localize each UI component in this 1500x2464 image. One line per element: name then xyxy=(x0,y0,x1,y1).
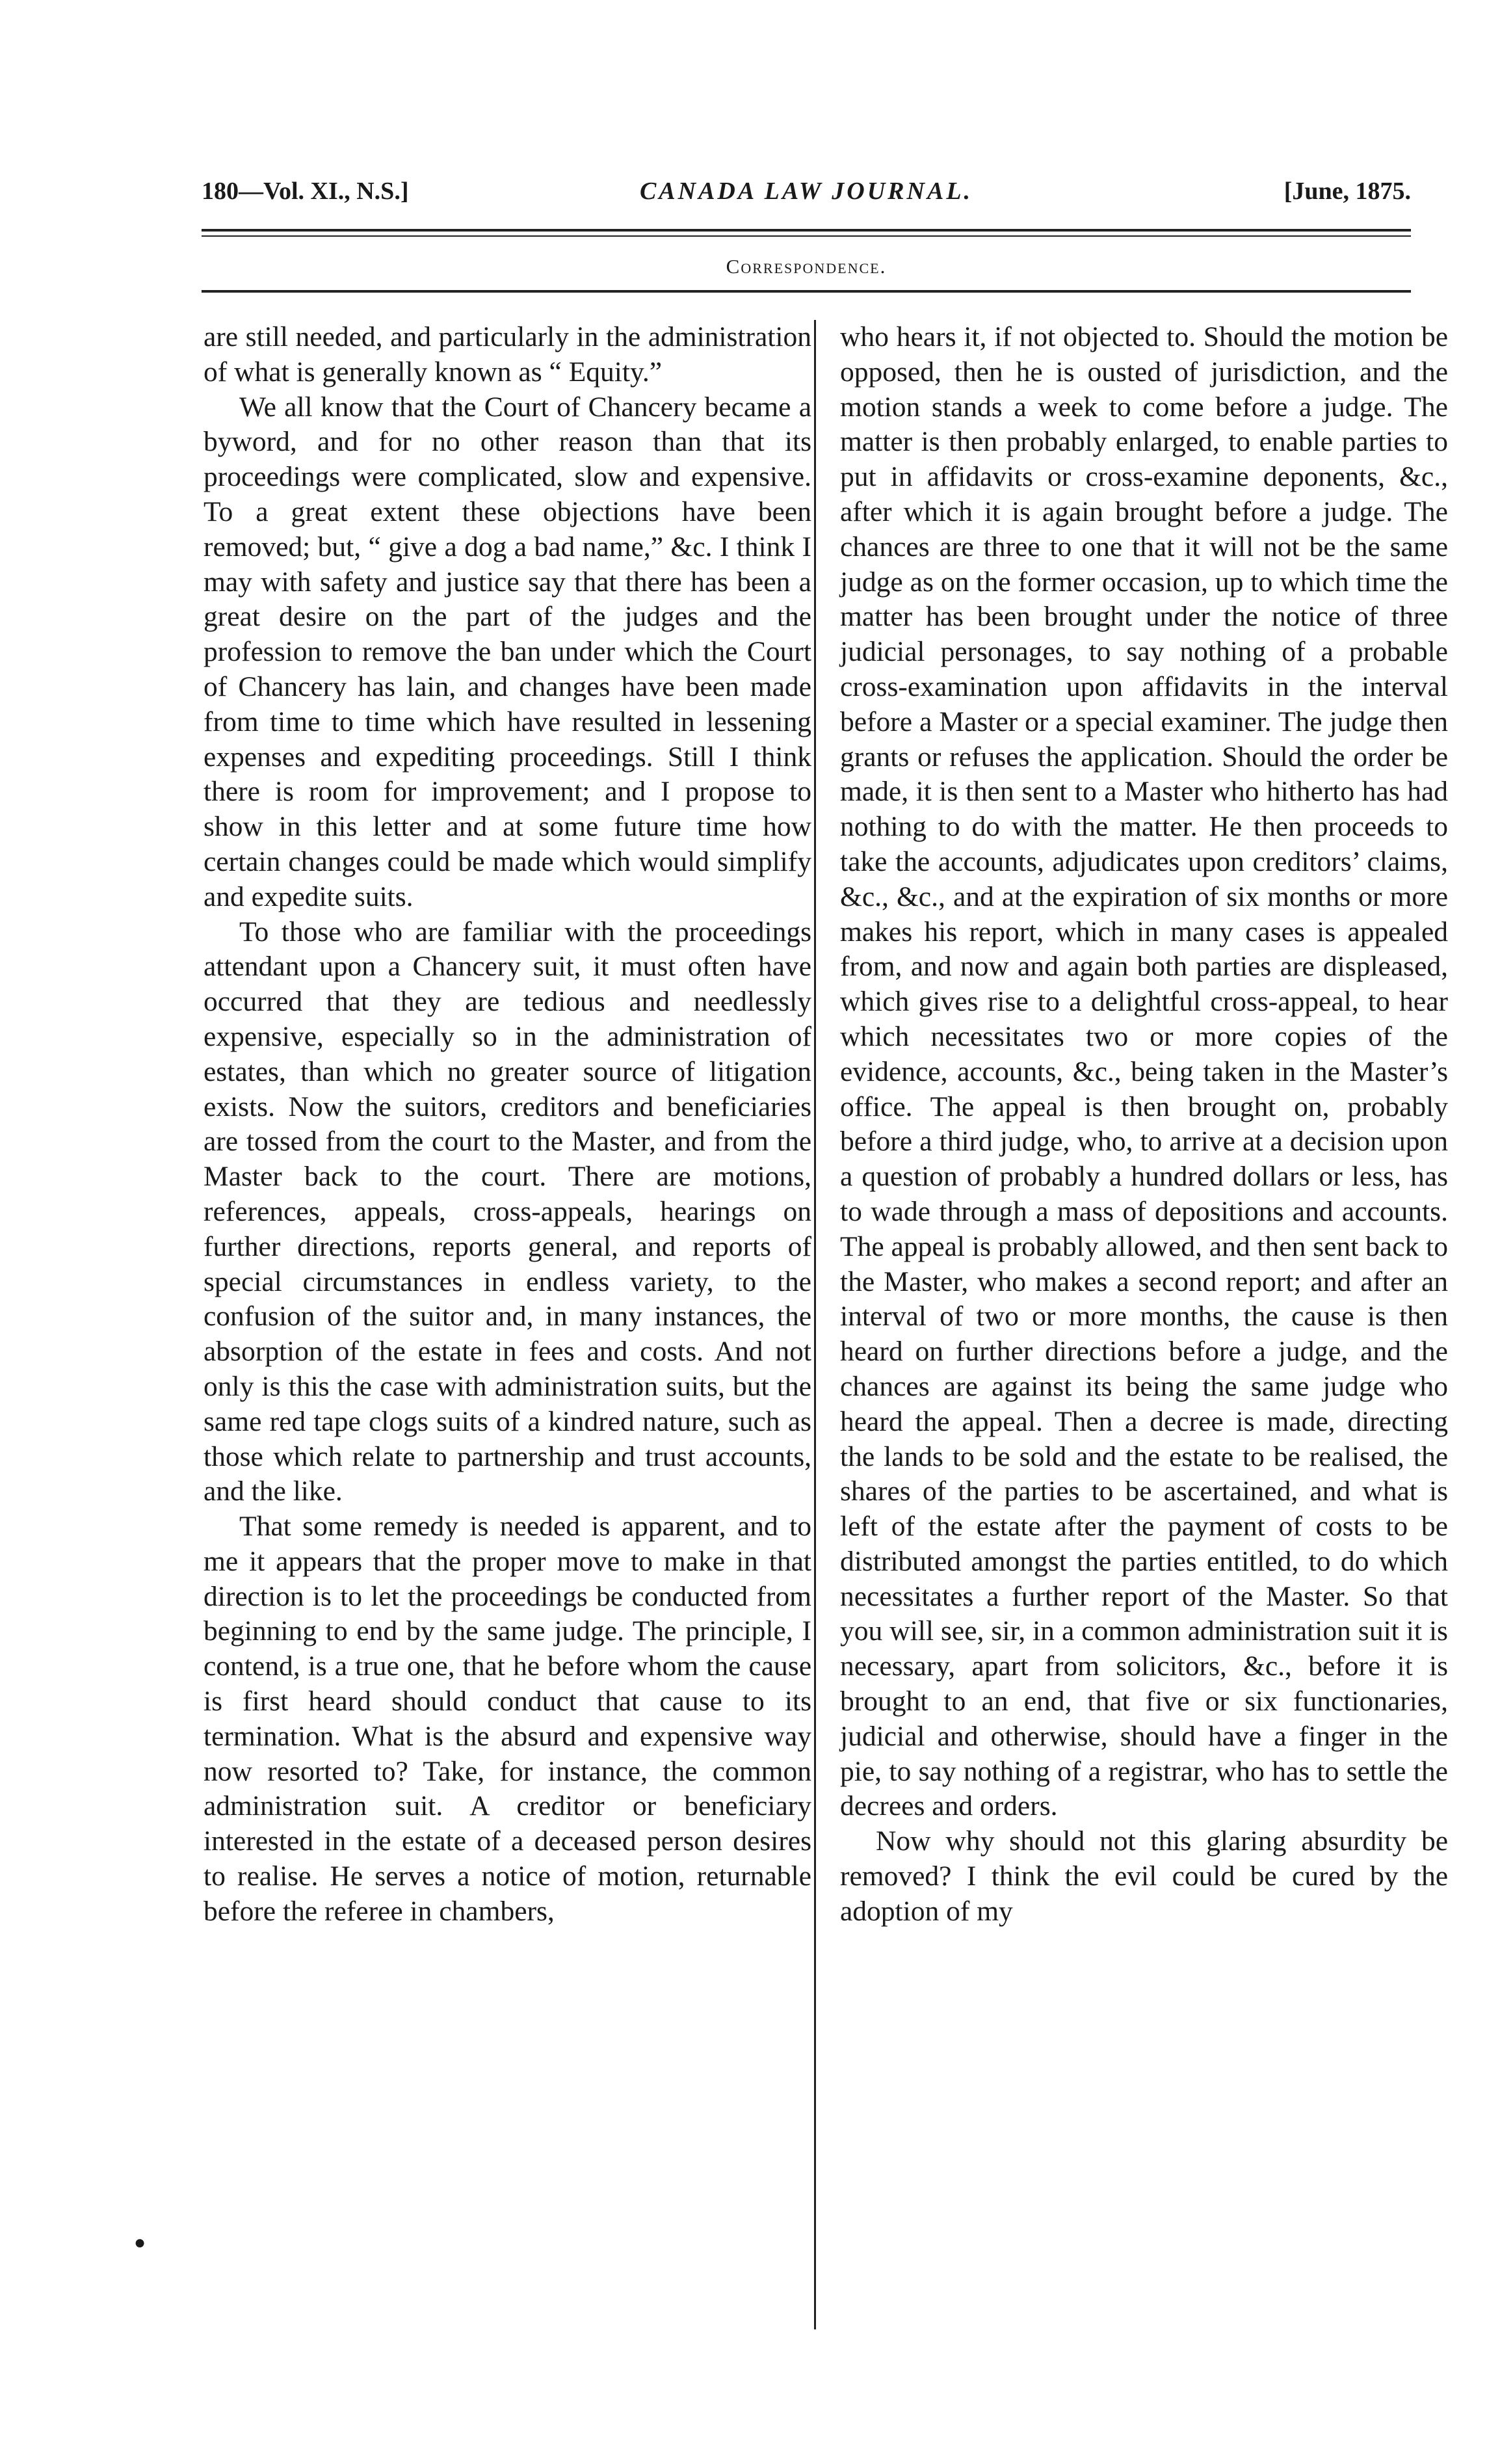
margin-mark: ● xyxy=(134,2232,146,2253)
header-rule-top xyxy=(202,229,1411,232)
journal-title: CANADA LAW JOURNAL. xyxy=(639,178,973,205)
paragraph: We all know that the Court of Chancery became a byword, and for no other reason than that its proceedings were complicated, slow and expensive. To a great extent these objections have been removed; but, “ give a dog a bad name,” &c. I think I may with safety and justice say that there has been a great desire on the part of the judges and the profession to remove the ban under which the Court of Chancery has lain, and changes have been made from time to time which have resulted in lessening expenses and expediting proceedings. Still I think there is room for improvement; and I propose to show in this letter and at some future time how certain changes could be made which would simplify and expedite suits. xyxy=(204,391,811,912)
paragraph: are still needed, and particularly in the administration of what is generally known as “ Equity.” xyxy=(204,321,811,388)
running-header xyxy=(202,177,1411,216)
paragraph: who hears it, if not objected to. Should the motion be opposed, then he is ousted of jurisdiction, and the motion stands a week to come before a judge. The matter is then probably enlarged, to enable parties to put in affidavits or cross-examine deponents, &c., after which it is again brought before a judge. The chances are three to one that it will not be the same judge as on the former occasion, up to which time the matter has been brought under the notice of three judicial personages, to say nothing of a probable cross-examination upon affidavits in the interval before a Master or a special examiner. The judge then grants or refuses the application. Should the order be made, it is then sent to a Master who hitherto has had nothing to do with the matter. He then proceeds to take the accounts, adjudicates upon creditors’ claims, &c., &c., and at the expiration of six months or more makes his report, which in many cases is appealed from, and now and again both parties are displeased, which gives rise to a delightful cross-appeal, to hear which necessitates two or more copies of the evidence, accounts, &c., being taken in the Master’s office. The appeal is then brought on, probably before a third judge, who, to arrive at a decision upon a question of probably a hundred dollars or less, has to wade through a mass of depositions and accounts. The appeal is probably allowed, and then sent back to the Master, who makes a second report; and after an interval of two or more months, the cause is then heard on further directions before a judge, and the chances are against its being the same judge who heard the appeal. Then a decree is made, directing the lands to be sold and the estate to be realised, the shares of the parties to be ascertained, and what is left of the estate after the payment of costs to be distributed amongst the parties entitled, to do which necessitates a further report of the Master. So that you will see, sir, in a common administration suit it is necessary, apart from solicitors, &c., before it is brought to an end, that five or six functionaries, judicial and otherwise, should have a finger in the pie, to say nothing of a registrar, who has to settle the decrees and orders. xyxy=(840,321,1448,1822)
section-rule xyxy=(202,290,1411,293)
paragraph: Now why should not this glaring absurdity be removed? I think the evil could be cured by the adoption of my xyxy=(840,1825,1448,1927)
section-title: Correspondence. xyxy=(726,255,887,278)
paragraph: To those who are familiar with the proceedings attendant upon a Chancery suit, it must often have occurred that they are tedious and needlessly expensive, especially so in the administration of estates, than which no greater source of litigation exists. Now the suitors, creditors and beneficiaries are tossed from the court to the Master, and from the Master back to the court. There are motions, references, appeals, cross-appeals, hearings on further directions, reports general, and reports of special circumstances in endless variety, to the confusion of the suitor and, in many instances, the absorption of the estate in fees and costs. And not only is this the case with administration suits, but the same red tape clogs suits of a kindred nature, such as those which relate to partnership and trust accounts, and the like. xyxy=(204,916,811,1507)
issue-date: [June, 1875. xyxy=(1283,178,1411,205)
right-column xyxy=(840,320,1448,1929)
header-rule-bottom xyxy=(202,235,1411,237)
left-column xyxy=(204,320,811,1929)
page-reference: 180—Vol. XI., N.S.] xyxy=(202,178,409,205)
column-divider xyxy=(814,320,816,2329)
paragraph: That some remedy is needed is apparent, and to me it appears that the proper move to make in that direction is to let the proceedings be conducted from beginning to end by the same judge. The principle, I contend, is a true one, that he before whom the cause is first heard should conduct that cause to its termination. What is the absurd and expensive way now resorted to? Take, for instance, the common administration suit. A creditor or beneficiary interested in the estate of a deceased person desires to realise. He serves a notice of motion, returnable before the referee in chambers, xyxy=(204,1511,811,1927)
